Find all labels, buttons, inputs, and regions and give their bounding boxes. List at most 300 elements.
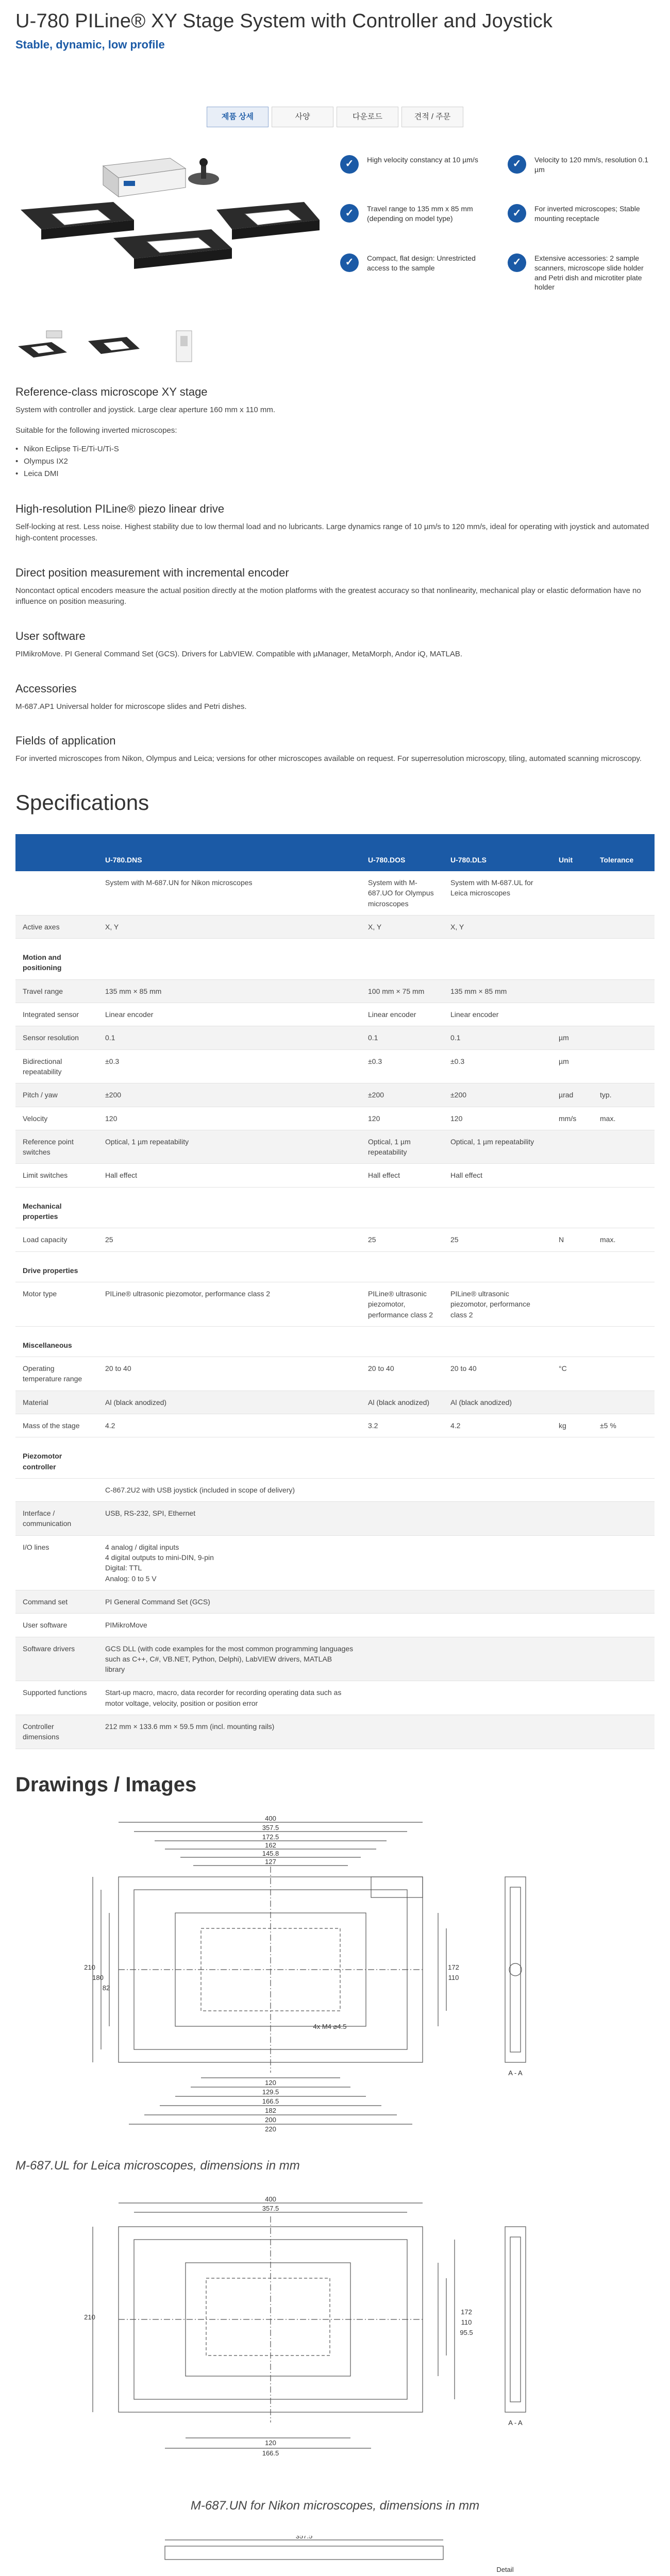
spec-cell [443, 1437, 551, 1479]
hero [0, 148, 670, 302]
spec-cell [593, 939, 655, 980]
section-direct [0, 565, 670, 607]
section-heading: User software [15, 630, 86, 643]
spec-cell: ±200 [443, 1083, 551, 1107]
spec-cell: Travel range [15, 979, 98, 1003]
spec-cell [443, 1637, 551, 1681]
spec-cell: Active axes [15, 915, 98, 938]
spec-cell [361, 939, 443, 980]
dimension-label: 166.5 [262, 2097, 279, 2105]
spec-cell: 4.2 [443, 1414, 551, 1437]
spec-cell [443, 1251, 551, 1282]
dimension-label: 210 [84, 2313, 95, 2321]
spec-cell: 3.2 [361, 1414, 443, 1437]
tab-product-detail[interactable]: 제품 상세 [207, 107, 269, 127]
spec-cell: PILine® ultrasonic piezomotor, performance class 2 [443, 1282, 551, 1326]
tab-bar [0, 107, 670, 127]
spec-cell [551, 939, 593, 980]
spec-cell [551, 1614, 593, 1637]
dimension-label: 210 [84, 1963, 95, 1971]
dimension-label: 162 [265, 1841, 276, 1849]
section-heading: Direct position measurement with incremental encoder [15, 566, 289, 579]
spec-cell [443, 1590, 551, 1613]
spec-cell [443, 1326, 551, 1357]
spec-cell: User software [15, 1614, 98, 1637]
section-heading: Reference-class microscope XY stage [15, 385, 208, 398]
spec-cell [443, 939, 551, 980]
spec-cell: 120 [98, 1107, 361, 1130]
dimension-label: 400 [265, 1815, 276, 1822]
spec-cell [593, 1478, 655, 1501]
feature-list [320, 148, 655, 302]
table-row [15, 1003, 655, 1026]
spec-cell: 4 analog / digital inputs 4 digital outputs to mini-DIN, 9-pin Digital: TTL Analog: 0 to 5 V [98, 1535, 361, 1590]
spec-cell [443, 1681, 551, 1715]
spec-cell [443, 1614, 551, 1637]
spec-cell [551, 1187, 593, 1228]
joystick-illustration [188, 158, 219, 185]
spec-cell [443, 1502, 551, 1536]
spec-cell: Material [15, 1391, 98, 1414]
table-row [15, 1614, 655, 1637]
table-row [15, 1026, 655, 1049]
spec-group-row [15, 939, 655, 980]
spec-cell [551, 979, 593, 1003]
spec-cell: Start-up macro, macro, data recorder for recording operating data such as motor voltage, velocity, position or position error [98, 1681, 361, 1715]
table-row [15, 1681, 655, 1715]
spec-cell: µm [551, 1026, 593, 1049]
dimension-label: 200 [265, 2115, 276, 2124]
spec-group-row [15, 1251, 655, 1282]
dimension-label: 400 [265, 2196, 276, 2204]
spec-cell: System with M-687.UO for Olympus microscopes [361, 871, 443, 915]
spec-cell [593, 1003, 655, 1026]
section-software [0, 628, 670, 660]
table-row [15, 915, 655, 938]
spec-cell: Piezomotor controller [15, 1437, 98, 1479]
spec-cell [593, 1614, 655, 1637]
spec-cell [361, 1715, 443, 1749]
spec-header-cell: U-780.DOS [361, 834, 443, 871]
spec-cell: kg [551, 1414, 593, 1437]
spec-cell: 20 to 40 [361, 1357, 443, 1391]
spec-cell: C-867.2U2 with USB joystick (included in scope of delivery) [98, 1478, 361, 1501]
dimension-label: 357.5 [262, 1823, 279, 1832]
table-row [15, 1502, 655, 1536]
table-row [15, 1282, 655, 1326]
spec-header-cell: Unit [551, 834, 593, 871]
section-heading: Accessories [15, 682, 77, 695]
header [0, 0, 670, 53]
list-item: • Olympus IX2 [15, 455, 655, 468]
spec-cell: Hall effect [361, 1164, 443, 1187]
drawings-title: Drawings / Images [15, 1773, 197, 1796]
spec-cell: Al (black anodized) [443, 1391, 551, 1414]
spec-cell: 120 [361, 1107, 443, 1130]
dimension-label: 220 [265, 2125, 276, 2133]
spec-cell: Linear encoder [98, 1003, 361, 1026]
dimension-label: 95.5 [460, 2329, 473, 2337]
dimension-label: 82 [102, 1984, 110, 1992]
check-icon: ✓ [340, 253, 359, 272]
spec-body [15, 871, 655, 1749]
spec-cell: Linear encoder [361, 1003, 443, 1026]
spec-cell: Velocity [15, 1107, 98, 1130]
spec-group-row [15, 1326, 655, 1357]
spec-cell: Load capacity [15, 1228, 98, 1251]
table-row [15, 1637, 655, 1681]
microscope-list [15, 443, 655, 480]
spec-cell: Limit switches [15, 1164, 98, 1187]
spec-cell [593, 1391, 655, 1414]
technical-drawing-2 [82, 2196, 588, 2484]
spec-cell [593, 1590, 655, 1613]
spec-cell: 20 to 40 [98, 1357, 361, 1391]
spec-cell: 135 mm × 85 mm [443, 979, 551, 1003]
section-text: For inverted microscopes from Nikon, Olympus and Leica; versions for other microscopes available on request. For superresolution microscopy, tiling, automated scanning microscopy. [15, 754, 642, 764]
table-row [15, 1049, 655, 1083]
table-row [15, 1107, 655, 1130]
spec-cell: Command set [15, 1590, 98, 1613]
spec-cell: I/O lines [15, 1535, 98, 1590]
spec-cell: 0.1 [443, 1026, 551, 1049]
thumbnail[interactable] [15, 326, 72, 367]
spec-cell: GCS DLL (with code examples for the most common programming languages such as C++, C#, VB.NET, Python, Delphi), LabVIEW drivers, MATLAB library [98, 1637, 361, 1681]
spec-cell: Drive properties [15, 1251, 98, 1282]
thumbnail[interactable] [156, 326, 212, 367]
spec-cell [443, 1535, 551, 1590]
table-row [15, 1715, 655, 1749]
spec-cell: X, Y [443, 915, 551, 938]
spec-cell [98, 939, 361, 980]
spec-cell [361, 1637, 443, 1681]
table-row [15, 1357, 655, 1391]
spec-cell [551, 1282, 593, 1326]
spec-cell: Supported functions [15, 1681, 98, 1715]
list-item: • Nikon Eclipse Ti-E/Ti-U/Ti-S [15, 443, 655, 455]
list-item: • Leica DMI [15, 468, 655, 480]
controller-illustration [103, 158, 186, 197]
check-icon: ✓ [508, 253, 526, 272]
spec-cell: 212 mm × 133.6 mm × 59.5 mm (incl. mounting rails) [98, 1715, 361, 1749]
spec-cell [551, 1251, 593, 1282]
table-row [15, 1083, 655, 1107]
spec-cell [98, 1437, 361, 1479]
spec-cell [593, 979, 655, 1003]
spec-cell: Interface / communication [15, 1502, 98, 1536]
dimension-label: 357.5 [295, 2535, 313, 2540]
spec-cell [361, 1437, 443, 1479]
spec-cell: 25 [361, 1228, 443, 1251]
thumbnail-strip [0, 302, 670, 369]
spec-cell: PI General Command Set (GCS) [98, 1590, 361, 1613]
spec-cell [361, 1590, 443, 1613]
check-icon: ✓ [340, 204, 359, 223]
spec-cell [593, 1187, 655, 1228]
spec-cell [593, 1437, 655, 1479]
feature-item: ✓ High velocity constancy at 10 µm/s [340, 155, 487, 184]
section-text: System with controller and joystick. Large clear aperture 160 mm x 110 mm. [15, 405, 276, 414]
table-row [15, 1590, 655, 1613]
drawing-nikon [82, 2196, 588, 2488]
spec-cell: Hall effect [443, 1164, 551, 1187]
spec-header-cell: U-780.DLS [443, 834, 551, 871]
section-accessories [0, 681, 670, 713]
spec-header-row [15, 834, 655, 871]
spec-cell: Pitch / yaw [15, 1083, 98, 1107]
spec-cell: mm/s [551, 1107, 593, 1130]
dimension-label: 120 [265, 2078, 276, 2087]
spec-cell [551, 1590, 593, 1613]
spec-cell [593, 1535, 655, 1590]
spec-cell [593, 1715, 655, 1749]
product-image [15, 148, 320, 302]
spec-cell [551, 1391, 593, 1414]
spec-cell: 4.2 [98, 1414, 361, 1437]
spec-cell [361, 1614, 443, 1637]
spec-cell: Integrated sensor [15, 1003, 98, 1026]
table-row [15, 1478, 655, 1501]
spec-cell [551, 1130, 593, 1164]
spec-cell: Miscellaneous [15, 1326, 98, 1357]
spec-cell [551, 1326, 593, 1357]
spec-table [15, 834, 655, 1749]
detail-label: Detail [496, 2565, 514, 2573]
callout-label: 4x M4 ⌀4.5 [313, 2022, 347, 2030]
spec-cell [15, 1478, 98, 1501]
spec-cell [593, 1282, 655, 1326]
spec-cell: Hall effect [98, 1164, 361, 1187]
spec-cell [593, 1326, 655, 1357]
spec-cell: System with M-687.UL for Leica microscopes [443, 871, 551, 915]
drawing-caption-2: M-687.UN for Nikon microscopes, dimensions in mm [190, 2498, 480, 2513]
spec-cell: System with M-687.UN for Nikon microscopes [98, 871, 361, 915]
spec-cell: USB, RS-232, SPI, Ethernet [98, 1502, 361, 1536]
table-row [15, 1391, 655, 1414]
table-row [15, 979, 655, 1003]
spec-cell [593, 871, 655, 915]
tab-downloads[interactable]: 다운로드 [337, 107, 398, 127]
spec-cell [551, 1681, 593, 1715]
spec-cell: Mass of the stage [15, 1414, 98, 1437]
feature-item: ✓ Travel range to 135 mm x 85 mm (depending on model type) [340, 204, 487, 233]
spec-cell [551, 1003, 593, 1026]
spec-cell: ±0.3 [361, 1049, 443, 1083]
dimension-label: 172 [461, 2308, 472, 2316]
spec-cell [551, 1715, 593, 1749]
spec-cell [593, 1164, 655, 1187]
dimension-label: 127 [265, 1857, 276, 1866]
spec-cell: Bidirectional repeatability [15, 1049, 98, 1083]
spec-header-cell [15, 834, 98, 871]
drawing-olympus [82, 2536, 588, 2576]
section-fields [0, 733, 670, 765]
spec-cell [361, 1502, 443, 1536]
spec-cell: Motion and positioning [15, 939, 98, 980]
spec-cell [593, 915, 655, 938]
spec-cell [551, 1478, 593, 1501]
check-icon: ✓ [340, 155, 359, 174]
spec-cell: typ. [593, 1083, 655, 1107]
section-label: A - A [508, 2069, 523, 2077]
spec-cell: PILine® ultrasonic piezomotor, performance class 2 [361, 1282, 443, 1326]
spec-cell: Mechanical properties [15, 1187, 98, 1228]
stage-illustration-2 [113, 229, 232, 269]
section-text: M-687.AP1 Universal holder for microscope slides and Petri dishes. [15, 702, 247, 711]
spec-cell: 25 [443, 1228, 551, 1251]
table-row [15, 1228, 655, 1251]
table-row [15, 1414, 655, 1437]
spec-cell [551, 871, 593, 915]
spec-cell [593, 1026, 655, 1049]
spec-cell [551, 1637, 593, 1681]
spec-cell [593, 1357, 655, 1391]
spec-cell: Optical, 1 µm repeatability [443, 1130, 551, 1164]
spec-cell: PILine® ultrasonic piezomotor, performance class 2 [98, 1282, 361, 1326]
stage-illustration-1 [21, 202, 134, 240]
spec-group-row [15, 1437, 655, 1479]
spec-cell [593, 1502, 655, 1536]
spec-cell: ±200 [98, 1083, 361, 1107]
technical-drawing-1 [82, 1815, 588, 2145]
spec-cell [593, 1049, 655, 1083]
drawing-caption-1: M-687.UL for Leica microscopes, dimensions in mm [15, 2159, 300, 2173]
spec-cell: ±5 % [593, 1414, 655, 1437]
spec-cell [15, 871, 98, 915]
drawing-leica [82, 1815, 588, 2148]
specifications-title: Specifications [15, 790, 149, 815]
spec-cell [443, 1187, 551, 1228]
spec-cell [551, 1164, 593, 1187]
spec-cell [551, 1502, 593, 1536]
spec-cell: 100 mm × 75 mm [361, 979, 443, 1003]
section-text: Self-locking at rest. Less noise. Highest stability due to low thermal load and no lubricants. Large dynamics range of 10 µm/s to 120 mm/s, ideal for operating with joystick and automated high-content processes. [15, 522, 649, 543]
spec-group-row [15, 1187, 655, 1228]
spec-cell [593, 1681, 655, 1715]
check-icon: ✓ [508, 204, 526, 223]
spec-cell: °C [551, 1357, 593, 1391]
spec-cell: Al (black anodized) [361, 1391, 443, 1414]
spec-cell: µm [551, 1049, 593, 1083]
spec-cell: µrad [551, 1083, 593, 1107]
spec-cell: Linear encoder [443, 1003, 551, 1026]
section-label: A - A [508, 2419, 523, 2427]
spec-cell [98, 1326, 361, 1357]
dimension-label: 357.5 [262, 2205, 279, 2213]
spec-cell: ±0.3 [443, 1049, 551, 1083]
section-text: PIMikroMove. PI General Command Set (GCS). Drivers for LabVIEW. Compatible with µManager, MetaMorph, Andor iQ, MATLAB. [15, 650, 463, 659]
feature-item: ✓ Compact, flat design: Unrestricted access to the sample [340, 253, 487, 302]
spec-cell [443, 1715, 551, 1749]
spec-cell [551, 915, 593, 938]
spec-header-cell: U-780.DNS [98, 834, 361, 871]
spec-cell: Optical, 1 µm repeatability [361, 1130, 443, 1164]
section-reference [0, 384, 670, 480]
section-text: Suitable for the following inverted microscopes: [15, 426, 177, 435]
spec-cell: N [551, 1228, 593, 1251]
check-icon: ✓ [508, 155, 526, 174]
feature-item: ✓ Extensive accessories: 2 sample scanners, microscope slide holder and Petri dish and microtiter plate holder [508, 253, 655, 302]
spec-cell: 135 mm × 85 mm [98, 979, 361, 1003]
spec-cell: Motor type [15, 1282, 98, 1326]
spec-cell [361, 1326, 443, 1357]
spec-cell [593, 1130, 655, 1164]
page-subtitle: Stable, dynamic, low profile [15, 38, 165, 52]
dimension-label: 182 [265, 2106, 276, 2114]
spec-header-cell: Tolerance [593, 834, 655, 871]
spec-cell [361, 1251, 443, 1282]
spec-cell [361, 1478, 443, 1501]
feature-item: ✓ For inverted microscopes; Stable mounting receptacle [508, 204, 655, 233]
spec-cell: 120 [443, 1107, 551, 1130]
spec-cell: max. [593, 1107, 655, 1130]
spec-cell [551, 1437, 593, 1479]
spec-cell: Controller dimensions [15, 1715, 98, 1749]
spec-cell: Sensor resolution [15, 1026, 98, 1049]
spec-cell [551, 1535, 593, 1590]
dimension-label: 110 [448, 1973, 459, 1981]
table-row [15, 1535, 655, 1590]
table-row [15, 1130, 655, 1164]
section-drive [0, 501, 670, 544]
spec-cell [361, 1681, 443, 1715]
spec-cell [593, 1637, 655, 1681]
stage-illustration-3 [216, 202, 320, 240]
section-text: Noncontact optical encoders measure the actual position directly at the motion platforms with the greatest accuracy so that nonlinearity, mechanical play or elastic deformation have no influence on position measuring. [15, 586, 641, 606]
tab-specs[interactable]: 사양 [272, 107, 333, 127]
spec-cell: Operating temperature range [15, 1357, 98, 1391]
dimension-label: 145.8 [262, 1849, 279, 1857]
spec-cell: Reference point switches [15, 1130, 98, 1164]
dimension-label: 110 [461, 2318, 472, 2327]
table-row [15, 871, 655, 915]
spec-cell: X, Y [361, 915, 443, 938]
spec-cell [593, 1251, 655, 1282]
dimension-label: 172 [448, 1963, 459, 1971]
dimension-label: 120 [265, 2439, 276, 2447]
dimension-label: 129.5 [262, 2088, 279, 2096]
spec-cell: ±0.3 [98, 1049, 361, 1083]
dimension-label: 166.5 [262, 2449, 279, 2458]
technical-drawing-3 [82, 2536, 588, 2576]
spec-cell: 0.1 [361, 1026, 443, 1049]
spec-cell: Optical, 1 µm repeatability [98, 1130, 361, 1164]
thumbnail[interactable] [86, 326, 142, 367]
spec-cell [98, 1187, 361, 1228]
section-heading: High-resolution PILine® piezo linear drive [15, 502, 225, 516]
spec-cell: 0.1 [98, 1026, 361, 1049]
dimension-label: 172.5 [262, 1833, 279, 1841]
feature-item: ✓ Velocity to 120 mm/s, resolution 0.1 µm [508, 155, 655, 184]
tab-quote-order[interactable]: 견적 / 주문 [401, 107, 463, 127]
spec-cell: PIMikroMove [98, 1614, 361, 1637]
table-row [15, 1164, 655, 1187]
spec-cell: Al (black anodized) [98, 1391, 361, 1414]
spec-cell: 20 to 40 [443, 1357, 551, 1391]
page-title: U-780 PILine® XY Stage System with Controller and Joystick [15, 10, 553, 32]
spec-cell: X, Y [98, 915, 361, 938]
spec-cell: 25 [98, 1228, 361, 1251]
spec-cell [361, 1535, 443, 1590]
spec-cell [361, 1187, 443, 1228]
dimension-label: 180 [92, 1973, 104, 1981]
spec-cell: ±200 [361, 1083, 443, 1107]
spec-cell [98, 1251, 361, 1282]
spec-cell: max. [593, 1228, 655, 1251]
section-heading: Fields of application [15, 734, 116, 748]
spec-cell [443, 1478, 551, 1501]
spec-cell: Software drivers [15, 1637, 98, 1681]
